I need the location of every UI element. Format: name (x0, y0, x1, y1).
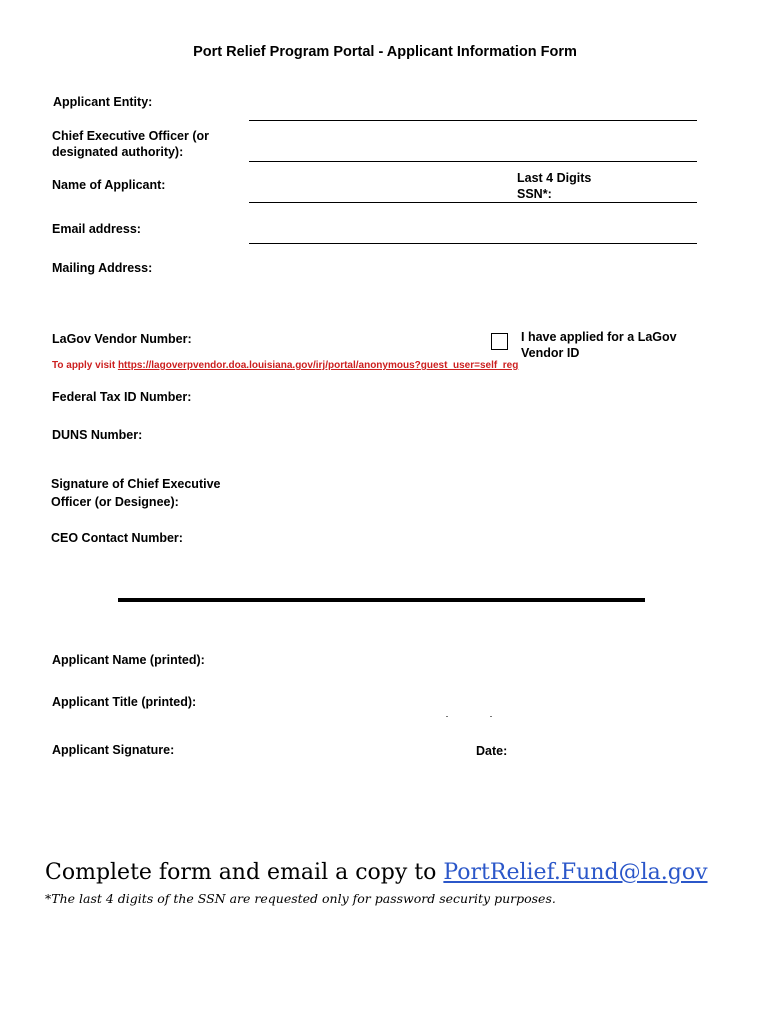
footnote: *The last 4 digits of the SSN are requested only for password security purposes. (45, 891, 556, 906)
ceo-signature-label-line1: Signature of Chief Executive (51, 477, 221, 491)
federal-tax-id-label: Federal Tax ID Number: (52, 390, 192, 404)
lagov-vendor-label: LaGov Vendor Number: (52, 332, 192, 346)
ssn-label-line2: SSN*: (517, 187, 552, 201)
applicant-signature-label: Applicant Signature: (52, 743, 175, 757)
footer-instructions (45, 860, 708, 885)
ceo-label-line2: designated authority): (52, 145, 184, 159)
ceo-signature-label-line2: Officer (or Designee): (51, 495, 179, 509)
lagov-applied-checkbox[interactable] (491, 333, 508, 350)
ceo-contact-label: CEO Contact Number: (51, 531, 183, 545)
lagov-registration-link[interactable]: https://lagoverpvendor.doa.louisiana.gov/irj/portal/anonymous?guest_user=self_reg (117, 360, 519, 371)
email-link[interactable]: PortRelief.Fund@la.gov (443, 860, 708, 885)
name-of-applicant-line[interactable] (249, 202, 697, 203)
ceo-line[interactable] (249, 161, 697, 162)
scan-mark (446, 716, 448, 717)
lagov-applied-label-line2: Vendor ID (521, 346, 580, 360)
scan-mark (490, 716, 492, 717)
duns-label: DUNS Number: (52, 428, 143, 442)
date-label: Date: (476, 744, 508, 758)
applicant-title-printed-label: Applicant Title (printed): (52, 695, 197, 709)
applicant-name-printed-label: Applicant Name (printed): (52, 653, 205, 667)
apply-instructions (52, 360, 518, 371)
email-label: Email address: (52, 222, 141, 236)
applicant-entity-line[interactable] (249, 120, 697, 121)
form-title: Port Relief Program Portal - Applicant Information Form (193, 44, 577, 60)
mailing-address-label: Mailing Address: (52, 261, 153, 275)
footer-main-text: Complete form and email a copy to (45, 860, 444, 885)
name-of-applicant-label: Name of Applicant: (52, 178, 166, 192)
email-line[interactable] (249, 243, 697, 244)
apply-prefix: To apply visit (52, 360, 118, 371)
ceo-label-line1: Chief Executive Officer (or (52, 129, 209, 143)
section-divider (118, 598, 645, 602)
applicant-entity-label: Applicant Entity: (53, 95, 153, 109)
ssn-label-line1: Last 4 Digits (517, 171, 592, 185)
lagov-applied-label-line1: I have applied for a LaGov (521, 330, 677, 344)
